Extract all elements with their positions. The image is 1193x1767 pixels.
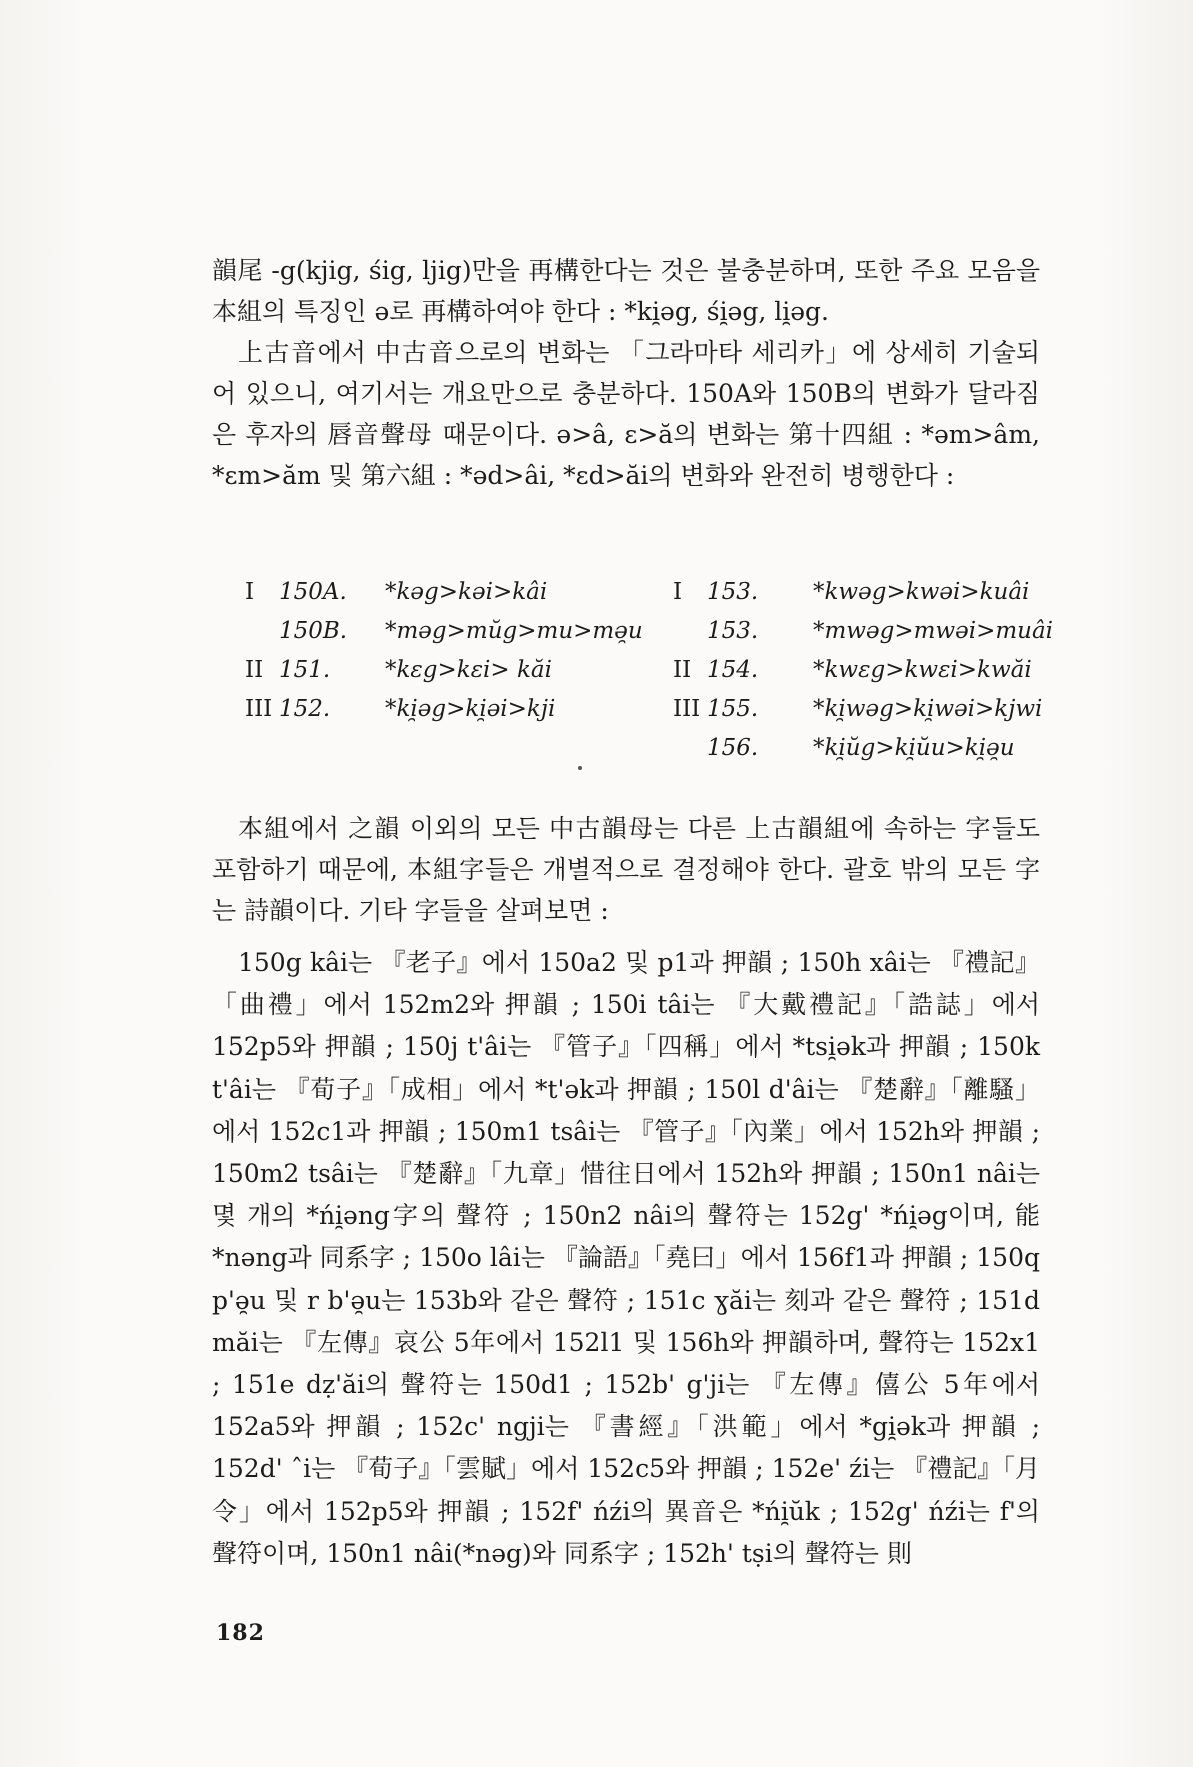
division-label: III (245, 696, 273, 722)
table-row (673, 573, 1093, 612)
entry-number: 154. (707, 657, 759, 683)
entry-number: 156. (707, 735, 759, 761)
table-row (673, 729, 1093, 768)
sound-change: *mwəg>mwəi>muâi (813, 618, 1054, 644)
sound-change: *kɛg>kɛi> kăi (385, 657, 552, 683)
sound-change: *ki̯əg>ki̯əi>kji (385, 696, 556, 722)
division-label: III (673, 696, 701, 722)
sound-change: *kwɛg>kwɛi>kwăi (813, 657, 1032, 683)
sound-change: *məg>mŭg>mu>mə̯u (385, 618, 643, 644)
entry-number: 153. (707, 579, 759, 605)
entry-number: 150B. (279, 618, 348, 644)
division-label: I (673, 579, 683, 605)
sound-change: *kəg>kəi>kâi (385, 579, 548, 605)
entry-number: 150A. (279, 579, 347, 605)
table-row (245, 651, 665, 690)
entry-number: 152. (279, 696, 331, 722)
paragraph: 本組에서 之韻 이외의 모든 中古韻母는 다른 上古韻組에 속하는 字들도 포함하기 때문에, 本組字들은 개별적으로 결정해야 한다. 괄호 밖의 모든 字는 詩韻이다. 기타 字들을 살펴보면 : (212, 814, 1040, 925)
division-label: II (673, 657, 692, 683)
table-row (673, 651, 1093, 690)
sound-change: *ki̯ŭg>ki̯ŭu>ki̯ə̯u (813, 735, 1015, 761)
table-row (245, 573, 665, 612)
table-column-left (245, 573, 665, 729)
sound-change: *kwəg>kwəi>kuâi (813, 579, 1030, 605)
entry-number: 155. (707, 696, 759, 722)
division-label: II (245, 657, 264, 683)
entry-number: 153. (707, 618, 759, 644)
entry-number: 151. (279, 657, 331, 683)
stray-mark (578, 766, 582, 770)
text-block-bottom (212, 942, 1040, 1575)
table-row (245, 612, 665, 651)
table-row (245, 690, 665, 729)
text-block-middle (212, 808, 1040, 931)
page-number: 182 (216, 1620, 265, 1646)
sound-change: *ki̯wəg>ki̯wəi>kjwi (813, 696, 1043, 722)
paragraph: 上古音에서 中古音으로의 변화는 「그라마타 세리카」에 상세히 기술되어 있으니, 여기서는 개요만으로 충분하다. 150A와 150B의 변화가 달라짐은 후자의 唇音聲母 때문이다. ə>â, ɛ>ă의 변화는 第十四組 : *əm>âm, *ɛm>ăm 및 第六組 : *əd>âi, *ɛd>ăi의 변화와 완전히 병행한다 : (212, 338, 1040, 490)
paragraph: 150g kâi는 『老子』에서 150a2 및 p1과 押韻 ; 150h xâi는 『禮記』「曲禮」에서 152m2와 押韻 ; 150i tâi는 『大戴禮記』「誥誌」에서 152p5와 押韻 ; 150j t'âi는 『管子』「四稱」에서 *tsi̯ək과 押韻 ; 150k t'âi는 『荀子』「成相」에서 *t'ək과 押韻 ; 150l d'âi는 『楚辭』「離騷」에서 152c1과 押韻 ; 150m1 tsâi는 『管子』「內業」에서 152h와 押韻 ; 150m2 tsâi는 『楚辭』「九章」惜往日에서 152h와 押韻 ; 150n1 nâi는 몇 개의 *ńi̯əng字의 聲符 ; 150n2 nâi의 聲符는 152g' *ńi̯əg이며, 能 *nəng과 同系字 ; 150o lâi는 『論語』「堯曰」에서 156f1과 押韻 ; 150q p'ə̯u 및 r b'ə̯u는 153b와 같은 聲符 ; 151c ɣăi는 刻과 같은 聲符 ; 151d măi는 『左傳』哀公 5年에서 152l1 및 156h와 押韻하며, 聲符는 152x1 ; 151e dẓ'ăi의 聲符는 150d1 ; 152b' g'ji는 『左傳』僖公 5年에서 152a5와 押韻 ; 152c' ngji는 『書經』「洪範」에서 *gi̯ək과 押韻 ; 152d' ˆi는 『荀子』「雲賦」에서 152c5와 押韻 ; 152e' źi는 『禮記』「月令」에서 152p5와 押韻 ; 152f' ńźi의 異音은 *ńi̯ŭk ; 152g' ńźi는 f'의 聲符이며, 150n1 nâi(*nəg)와 同系字 ; 152h' tṣi의 聲符는 則 (212, 948, 1040, 1568)
paragraph: 韻尾 -g(kjig, śig, ljig)만을 再構한다는 것은 불충분하며, 또한 주요 모음을 本組의 특징인 ə로 再構하여야 한다 : *ki̯əg, śi̯əg, li̯əg. (212, 256, 1040, 326)
table-row (673, 690, 1093, 729)
table-row (673, 612, 1093, 651)
division-label: I (245, 579, 255, 605)
table-column-right (673, 573, 1093, 768)
text-block-top (212, 250, 1040, 496)
